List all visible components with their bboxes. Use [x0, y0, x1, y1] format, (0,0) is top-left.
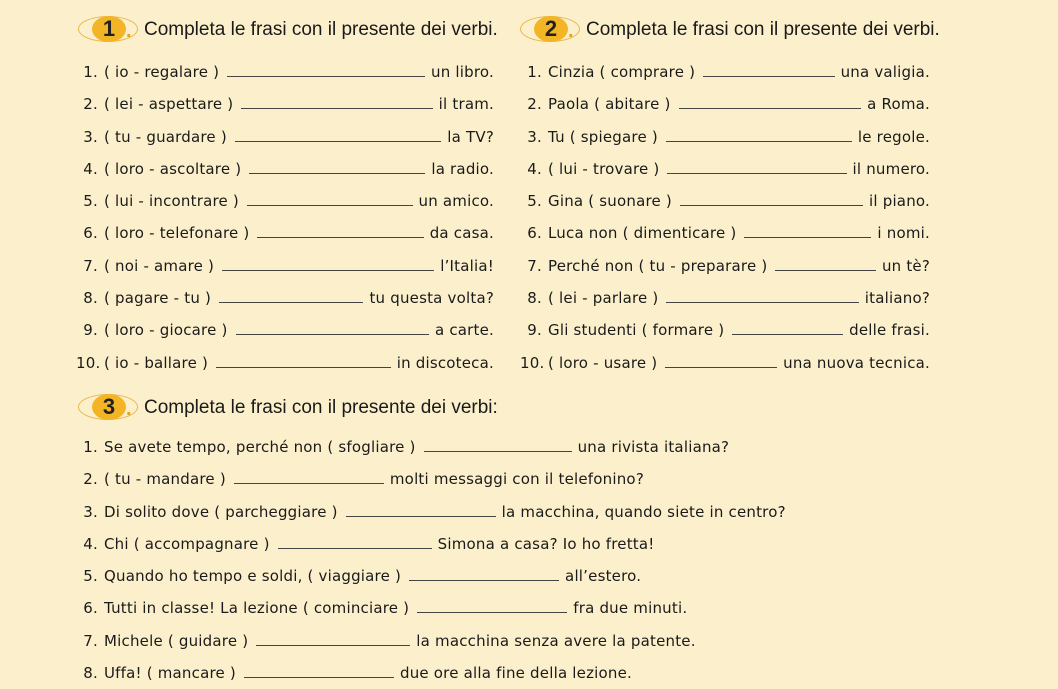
answer-blank[interactable]	[409, 568, 559, 581]
item-prompt: ( loro - giocare )	[104, 321, 228, 340]
item-continuation: il piano.	[869, 192, 930, 211]
answer-blank[interactable]	[667, 161, 846, 174]
answer-blank[interactable]	[424, 439, 572, 452]
item-number: 2.	[83, 95, 98, 114]
item-number: 8.	[83, 664, 98, 683]
exercise-3-number-badge: 3 .	[78, 392, 136, 424]
item-continuation: il tram.	[438, 95, 494, 114]
exercise-3-number: 3	[102, 394, 116, 419]
item-number: 8.	[83, 289, 98, 308]
exercise3-item-5	[76, 560, 786, 592]
item-number: 3.	[527, 127, 542, 146]
item-continuation: un tè?	[881, 256, 930, 275]
item-prompt: Tutti in classe! La lezione ( cominciare )	[104, 599, 410, 618]
exercise3-item-8	[76, 657, 786, 689]
exercise3-item-7	[76, 625, 786, 657]
item-continuation: la TV?	[447, 127, 494, 146]
exercise-2-header	[520, 14, 940, 46]
item-number: 10.	[76, 353, 101, 372]
answer-blank[interactable]	[234, 471, 384, 484]
exercise1-item-3	[76, 121, 494, 153]
answer-blank[interactable]	[244, 665, 394, 678]
exercise-2-title: Completa le frasi con il presente dei verbi.	[586, 19, 940, 40]
item-prompt: Luca non ( dimenticare )	[548, 224, 737, 243]
exercise1-item-9	[76, 314, 494, 346]
answer-blank[interactable]	[236, 322, 429, 335]
item-prompt: ( pagare - tu )	[104, 289, 212, 308]
answer-blank[interactable]	[216, 355, 391, 368]
answer-blank[interactable]	[666, 129, 852, 142]
answer-blank[interactable]	[247, 193, 413, 206]
item-prompt: ( tu - guardare )	[104, 127, 227, 146]
exercise1-item-1	[76, 56, 494, 88]
exercise-3-header	[78, 392, 498, 424]
item-continuation: Simona a casa? Io ho fretta!	[437, 534, 655, 553]
exercise-2-number-badge: 2 .	[520, 14, 578, 46]
item-prompt: ( loro - ascoltare )	[104, 159, 242, 178]
item-number: 9.	[83, 321, 98, 340]
item-continuation: due ore alla fine della lezione.	[399, 664, 633, 683]
item-number: 1.	[83, 438, 98, 456]
exercise1-item-8	[76, 282, 494, 314]
exercise-2-list	[520, 56, 930, 379]
item-continuation: da casa.	[429, 224, 494, 243]
item-continuation: un amico.	[418, 192, 494, 211]
item-number: 5.	[527, 192, 542, 211]
exercise3-item-4	[76, 528, 786, 560]
item-prompt: Perché non ( tu - preparare )	[548, 256, 768, 275]
exercise3-item-3	[76, 496, 786, 528]
item-number: 4.	[83, 159, 98, 178]
exercise-1-title: Completa le frasi con il presente dei verbi.	[144, 19, 498, 40]
item-number: 6.	[83, 599, 98, 618]
item-prompt: ( io - ballare )	[104, 353, 209, 372]
exercise-1-number: 1	[102, 16, 116, 41]
item-continuation: la macchina senza avere la patente.	[416, 631, 696, 650]
exercise2-item-6	[520, 217, 930, 249]
item-continuation: il numero.	[852, 159, 930, 178]
answer-blank[interactable]	[679, 96, 862, 109]
item-continuation: le regole.	[857, 127, 930, 146]
item-number: 7.	[83, 631, 98, 650]
item-continuation: fra due minuti.	[573, 599, 688, 618]
item-continuation: a Roma.	[867, 95, 930, 114]
item-continuation: un libro.	[431, 63, 494, 81]
item-continuation: la macchina, quando siete in centro?	[501, 502, 786, 521]
exercise-2-number: 2	[544, 16, 558, 41]
item-continuation: i nomi.	[877, 224, 930, 243]
exercise2-item-9	[520, 314, 930, 346]
exercise3-item-2	[76, 463, 786, 495]
item-continuation: una valigia.	[840, 63, 930, 81]
exercise2-item-1	[520, 56, 930, 88]
item-prompt: Michele ( guidare )	[104, 631, 249, 650]
answer-blank[interactable]	[219, 290, 363, 303]
exercise2-item-3	[520, 121, 930, 153]
answer-blank[interactable]	[278, 536, 432, 549]
item-number: 8.	[527, 289, 542, 308]
item-number: 1.	[83, 63, 98, 81]
answer-blank[interactable]	[256, 633, 410, 646]
item-number: 2.	[527, 95, 542, 114]
item-prompt: Gli studenti ( formare )	[548, 321, 725, 340]
answer-blank[interactable]	[417, 600, 567, 613]
exercise2-item-10	[520, 347, 930, 379]
exercise2-item-4	[520, 153, 930, 185]
item-prompt: ( lei - parlare )	[548, 289, 659, 308]
item-continuation: tu questa volta?	[369, 289, 494, 308]
item-prompt: Chi ( accompagnare )	[104, 534, 270, 553]
answer-blank[interactable]	[703, 64, 834, 77]
item-continuation: una nuova tecnica.	[783, 353, 930, 372]
item-number: 5.	[83, 192, 98, 211]
item-number: 7.	[83, 256, 98, 275]
answer-blank[interactable]	[227, 64, 425, 77]
item-continuation: l’Italia!	[440, 256, 494, 275]
item-number: 7.	[527, 256, 542, 275]
item-number: 9.	[527, 321, 542, 340]
exercise1-item-7	[76, 250, 494, 282]
item-continuation: delle frasi.	[849, 321, 930, 340]
item-number: 6.	[83, 224, 98, 243]
exercise2-item-2	[520, 88, 930, 120]
exercise1-item-6	[76, 217, 494, 249]
exercise2-item-5	[520, 185, 930, 217]
answer-blank[interactable]	[665, 355, 777, 368]
answer-blank[interactable]	[775, 258, 876, 271]
item-number: 10.	[520, 353, 545, 372]
answer-blank[interactable]	[666, 290, 858, 303]
answer-blank[interactable]	[257, 225, 423, 238]
item-number: 1.	[527, 63, 542, 81]
item-prompt: ( loro - telefonare )	[104, 224, 250, 243]
exercise1-item-5	[76, 185, 494, 217]
item-prompt: Paola ( abitare )	[548, 95, 671, 114]
exercise-1-number-badge: 1 .	[78, 14, 136, 46]
item-continuation: la radio.	[431, 159, 494, 178]
exercise1-item-2	[76, 88, 494, 120]
exercise-3-title: Completa le frasi con il presente dei verbi:	[144, 397, 498, 418]
item-number: 3.	[83, 502, 98, 521]
exercise-3-list	[76, 431, 786, 689]
item-prompt: Quando ho tempo e soldi, ( viaggiare )	[104, 567, 402, 586]
answer-blank[interactable]	[235, 129, 441, 142]
exercise-1-header	[78, 14, 498, 46]
answer-blank[interactable]	[744, 225, 871, 238]
exercise3-item-1	[76, 431, 786, 463]
item-prompt: ( noi - amare )	[104, 256, 215, 275]
item-number: 2.	[83, 470, 98, 489]
item-continuation: italiano?	[864, 289, 930, 308]
answer-blank[interactable]	[346, 504, 496, 517]
answer-blank[interactable]	[241, 96, 432, 109]
item-number: 4.	[83, 534, 98, 553]
answer-blank[interactable]	[249, 161, 425, 174]
exercise1-item-10	[76, 347, 494, 379]
item-prompt: ( lei - aspettare )	[104, 95, 234, 114]
item-prompt: Tu ( spiegare )	[548, 127, 658, 146]
exercise2-item-7	[520, 250, 930, 282]
item-prompt: ( io - regalare )	[104, 63, 220, 81]
answer-blank[interactable]	[732, 322, 843, 335]
exercise-1-list	[76, 56, 494, 379]
item-continuation: all’estero.	[565, 567, 642, 586]
item-continuation: in discoteca.	[396, 353, 494, 372]
item-prompt: Se avete tempo, perché non ( sfogliare )	[104, 438, 416, 456]
exercise3-item-6	[76, 592, 786, 624]
item-prompt: Di solito dove ( parcheggiare )	[104, 502, 338, 521]
item-number: 3.	[83, 127, 98, 146]
item-prompt: Gina ( suonare )	[548, 192, 672, 211]
item-continuation: molti messaggi con il telefonino?	[389, 470, 644, 489]
answer-blank[interactable]	[222, 258, 434, 271]
item-number: 6.	[527, 224, 542, 243]
item-number: 5.	[83, 567, 98, 586]
answer-blank[interactable]	[680, 193, 863, 206]
exercise1-item-4	[76, 153, 494, 185]
item-prompt: ( lui - trovare )	[548, 159, 660, 178]
item-continuation: a carte.	[434, 321, 494, 340]
item-prompt: ( lui - incontrare )	[104, 192, 239, 211]
item-continuation: una rivista italiana?	[577, 438, 730, 456]
item-prompt: ( loro - usare )	[548, 353, 658, 372]
item-number: 4.	[527, 159, 542, 178]
item-prompt: ( tu - mandare )	[104, 470, 226, 489]
item-prompt: Cinzia ( comprare )	[548, 63, 696, 81]
item-prompt: Uffa! ( mancare )	[104, 664, 236, 683]
exercise2-item-8	[520, 282, 930, 314]
